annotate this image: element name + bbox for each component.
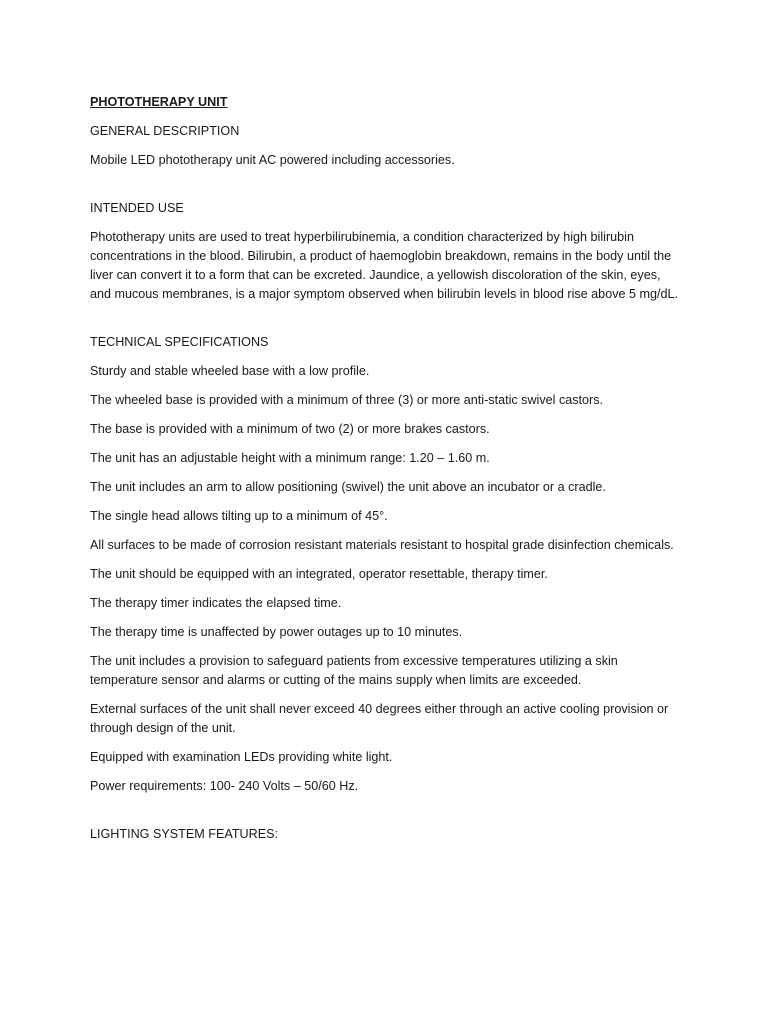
spec-item: The unit should be equipped with an integrated, operator resettable, therapy timer.	[90, 567, 548, 581]
spec-item: The unit has an adjustable height with a minimum range: 1.20 – 1.60 m.	[90, 451, 490, 465]
spec-item: The unit includes an arm to allow positioning (swivel) the unit above an incubator or a cradle.	[90, 480, 606, 494]
spec-item: The single head allows tilting up to a minimum of 45°.	[90, 509, 388, 523]
spec-item: The therapy timer indicates the elapsed time.	[90, 596, 342, 610]
spec-item: The therapy time is unaffected by power outages up to 10 minutes.	[90, 625, 463, 639]
spec-item: External surfaces of the unit shall never exceed 40 degrees either through an active cooling provision or through design of the unit.	[90, 702, 669, 735]
technical-specifications-heading: TECHNICAL SPECIFICATIONS	[90, 335, 269, 349]
document-body	[90, 93, 680, 854]
document-title: PHOTOTHERAPY UNIT	[90, 95, 228, 109]
intended-use-heading: INTENDED USE	[90, 201, 184, 215]
spec-item: Power requirements: 100- 240 Volts – 50/60 Hz.	[90, 779, 359, 793]
spec-item: The base is provided with a minimum of two (2) or more brakes castors.	[90, 422, 490, 436]
general-description-heading: GENERAL DESCRIPTION	[90, 124, 240, 138]
spec-item: The wheeled base is provided with a minimum of three (3) or more anti-static swivel castors.	[90, 393, 604, 407]
general-description-text: Mobile LED phototherapy unit AC powered including accessories.	[90, 153, 455, 167]
lighting-system-features-heading: LIGHTING SYSTEM FEATURES:	[90, 827, 278, 841]
spec-item: Sturdy and stable wheeled base with a low profile.	[90, 364, 370, 378]
spec-item: All surfaces to be made of corrosion resistant materials resistant to hospital grade disinfection chemicals.	[90, 538, 674, 552]
intended-use-text: Phototherapy units are used to treat hyperbilirubinemia, a condition characterized by high bilirubin concentrations in the blood. Bilirubin, a product of haemoglobin breakdown, remains in the body until the liver can convert it to a form that can be excreted. Jaundice, a yellowish discoloration of the skin, eyes, and mucous membranes, is a major symptom observed when bilirubin levels in blood rise above 5 mg/dL.	[90, 230, 678, 301]
spec-item: Equipped with examination LEDs providing white light.	[90, 750, 393, 764]
spec-item: The unit includes a provision to safeguard patients from excessive temperatures utilizing a skin temperature sensor and alarms or cutting of the mains supply when limits are exceeded.	[90, 654, 618, 687]
